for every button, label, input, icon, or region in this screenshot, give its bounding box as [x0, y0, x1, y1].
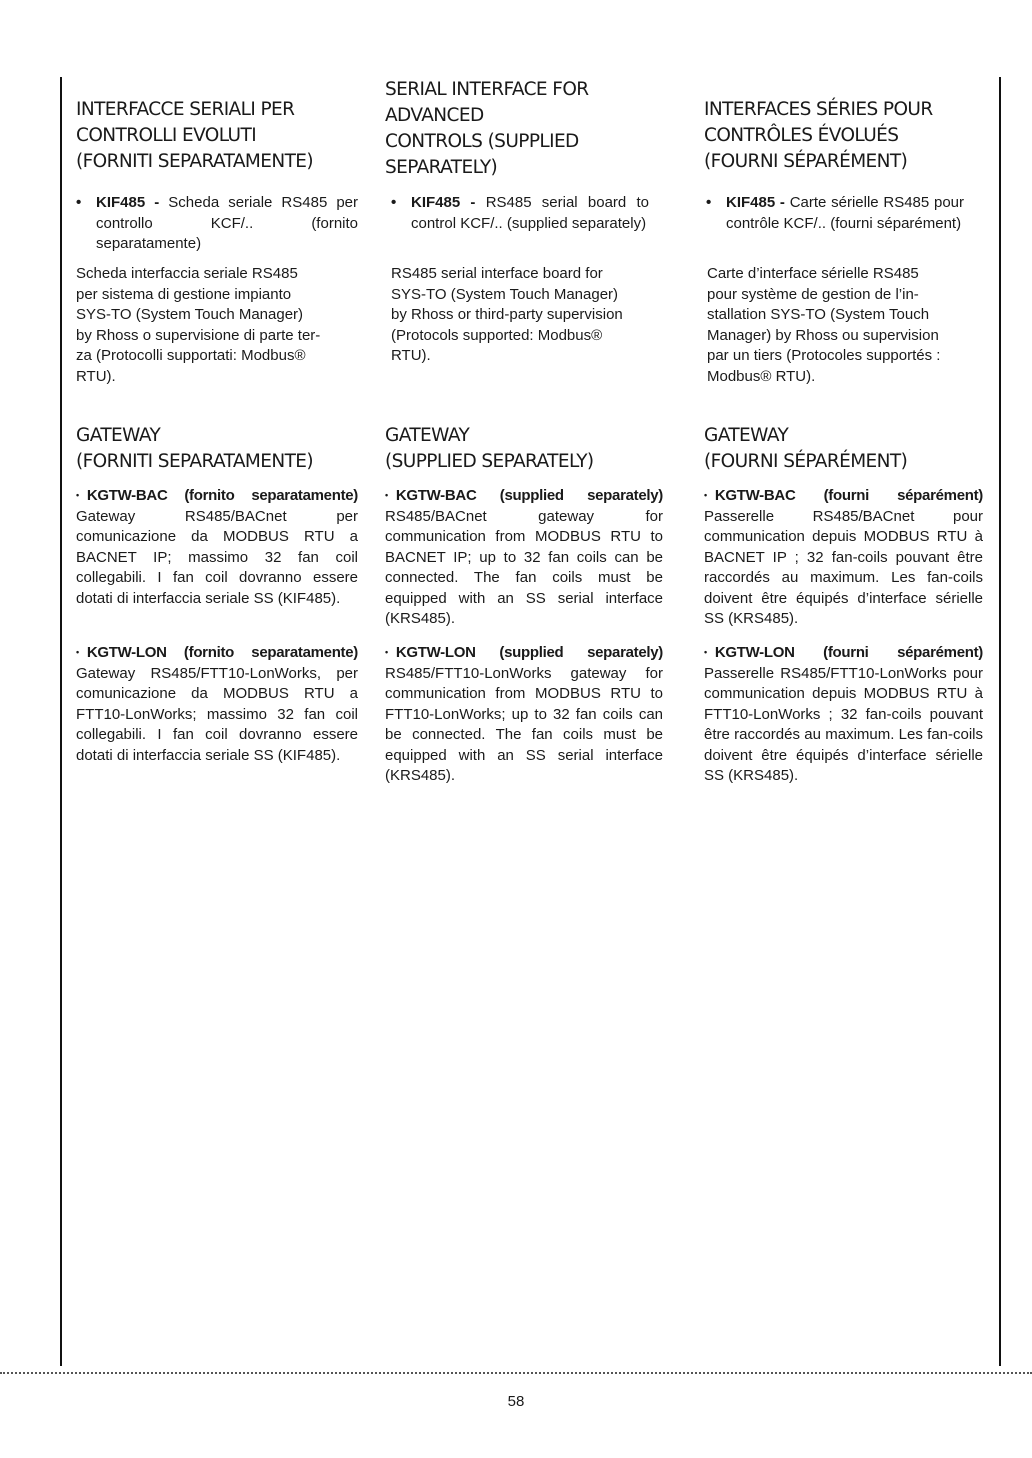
bullet-icon: •	[385, 490, 388, 500]
kgtw-lon-text-en: RS485/FTT10-LonWorks gateway for communication from MODBUS RTU to FTT10-LonWorks; up to 32 fan coils can be connected. The fan coils must be equipped with an SS serial interface (KRS485).	[385, 664, 663, 784]
kgtw-bac-text-it: Gateway RS485/BACnet per comunicazione da MODBUS RTU a BACNET IP; massimo 32 fan coil collegabili. I fan coil dovranno essere dotati di interfaccia seriale SS (KIF485).	[76, 507, 358, 607]
left-margin-rule	[60, 77, 62, 1366]
serial-heading-fr: INTERFACES SÉRIES POUR CONTRÔLES ÉVOLUÉS (FOURNI SÉPARÉMENT)	[704, 99, 933, 172]
kif-code-it: KIF485 -	[96, 194, 160, 211]
kgtw-bac-text-fr: Passerelle RS485/BACnet pour communication depuis MODBUS RTU à BACNET IP ; 32 fan-coils pouvant être raccordés au maximum. Les fan-coils doivent être équipés d’interface sérielle SS (KRS485).	[704, 507, 983, 627]
kif-item-en	[391, 193, 649, 234]
kgtw-lon-fr	[704, 642, 983, 787]
bullet-icon: •	[704, 490, 707, 500]
kif-code-en: KIF485 -	[411, 194, 476, 211]
gateway-heading-it: GATEWAY (FORNITI SEPARATAMENTE)	[76, 425, 314, 472]
bullet-icon: •	[76, 647, 79, 657]
kgtw-bac-fr	[704, 485, 983, 630]
gateway-heading-en: GATEWAY (SUPPLIED SEPARATELY)	[385, 425, 594, 472]
bullet-icon: •	[704, 647, 707, 657]
kgtw-bac-head-it: KGTW-BAC (fornito separatamente)	[86, 487, 358, 504]
kgtw-bac-head-fr: KGTW-BAC (fourni séparément)	[714, 487, 983, 504]
bullet-icon: •	[76, 490, 79, 500]
serial-section-fr	[704, 97, 986, 175]
kif-code-fr: KIF485 -	[726, 194, 785, 211]
kgtw-lon-head-it: KGTW-LON (fornito separatamente)	[86, 644, 358, 661]
bullet-icon: •	[76, 194, 82, 211]
kif-desc-it: Scheda seriale RS485 per controllo KCF/.. (fornito separatamente)	[96, 194, 359, 252]
kgtw-lon-text-it: Gateway RS485/FTT10-LonWorks, per comunicazione da MODBUS RTU a FTT10-LonWorks; massimo 32 fan coil collegabili. I fan coil dovranno essere dotati di interfaccia seriale SS (KIF485).	[76, 664, 358, 764]
serial-text-fr: Carte d’interface sérielle RS485 pour système de gestion de l’in- stallation SYS-TO (System Touch Manager) by Rhoss ou supervision par un tiers (Protocoles supportés : Modbus® RTU).	[707, 265, 941, 385]
kif-item-fr	[706, 193, 964, 234]
kif-desc-fr: Carte sérielle RS485 pour contrôle KCF/.. (fourni séparément)	[726, 194, 965, 232]
kif-desc-en: RS485 serial board to control KCF/.. (supplied separately)	[411, 194, 649, 232]
footer-dotted-rule	[0, 1372, 1032, 1374]
kif-item-it	[76, 193, 358, 255]
bullet-icon: •	[385, 647, 388, 657]
serial-heading-en: SERIAL INTERFACE FOR ADVANCED CONTROLS (SUPPLIED SEPARATELY)	[385, 79, 589, 178]
kgtw-bac-text-en: RS485/BACnet gateway for communication from MODBUS RTU to BACNET IP; up to 32 fan coils can be connected. The fan coils must be equipped with an SS serial interface (KRS485).	[385, 507, 663, 627]
gateway-heading-fr: GATEWAY (FOURNI SÉPARÉMENT)	[704, 425, 908, 472]
serial-section-it	[76, 97, 358, 175]
kgtw-lon-text-fr: Passerelle RS485/FTT10-LonWorks pour communication depuis MODBUS RTU à FTT10-LonWorks ; 32 fan-coils pouvant être raccordés au maximum. Les fan-coils doivent être équipés d’interface sérielle SS (KRS485).	[704, 664, 983, 784]
bullet-icon: •	[706, 194, 712, 211]
kgtw-lon-head-en: KGTW-LON (supplied separately)	[395, 644, 663, 661]
right-margin-rule	[999, 77, 1001, 1366]
kgtw-lon-head-fr: KGTW-LON (fourni séparément)	[714, 644, 983, 661]
serial-heading-it: INTERFACCE SERIALI PER CONTROLLI EVOLUTI (FORNITI SEPARATAMENTE)	[76, 99, 314, 172]
serial-text-it: Scheda interfaccia seriale RS485 per sistema di gestione impianto SYS-TO (System Touch Manager) by Rhoss o supervisione di parte ter- za (Protocolli supportati: Modbus® RTU).	[76, 265, 321, 385]
serial-text-en: RS485 serial interface board for SYS-TO (System Touch Manager) by Rhoss or third-party supervision (Protocols supported: Modbus® RTU).	[391, 265, 623, 364]
kgtw-lon-en	[385, 642, 663, 787]
page-number: 58	[507, 1393, 525, 1410]
serial-section-en	[385, 77, 667, 181]
kgtw-lon-it	[76, 642, 358, 766]
kgtw-bac-en	[385, 485, 663, 630]
kgtw-bac-head-en: KGTW-BAC (supplied separately)	[395, 487, 663, 504]
kgtw-bac-it	[76, 485, 358, 609]
bullet-icon: •	[391, 194, 397, 211]
